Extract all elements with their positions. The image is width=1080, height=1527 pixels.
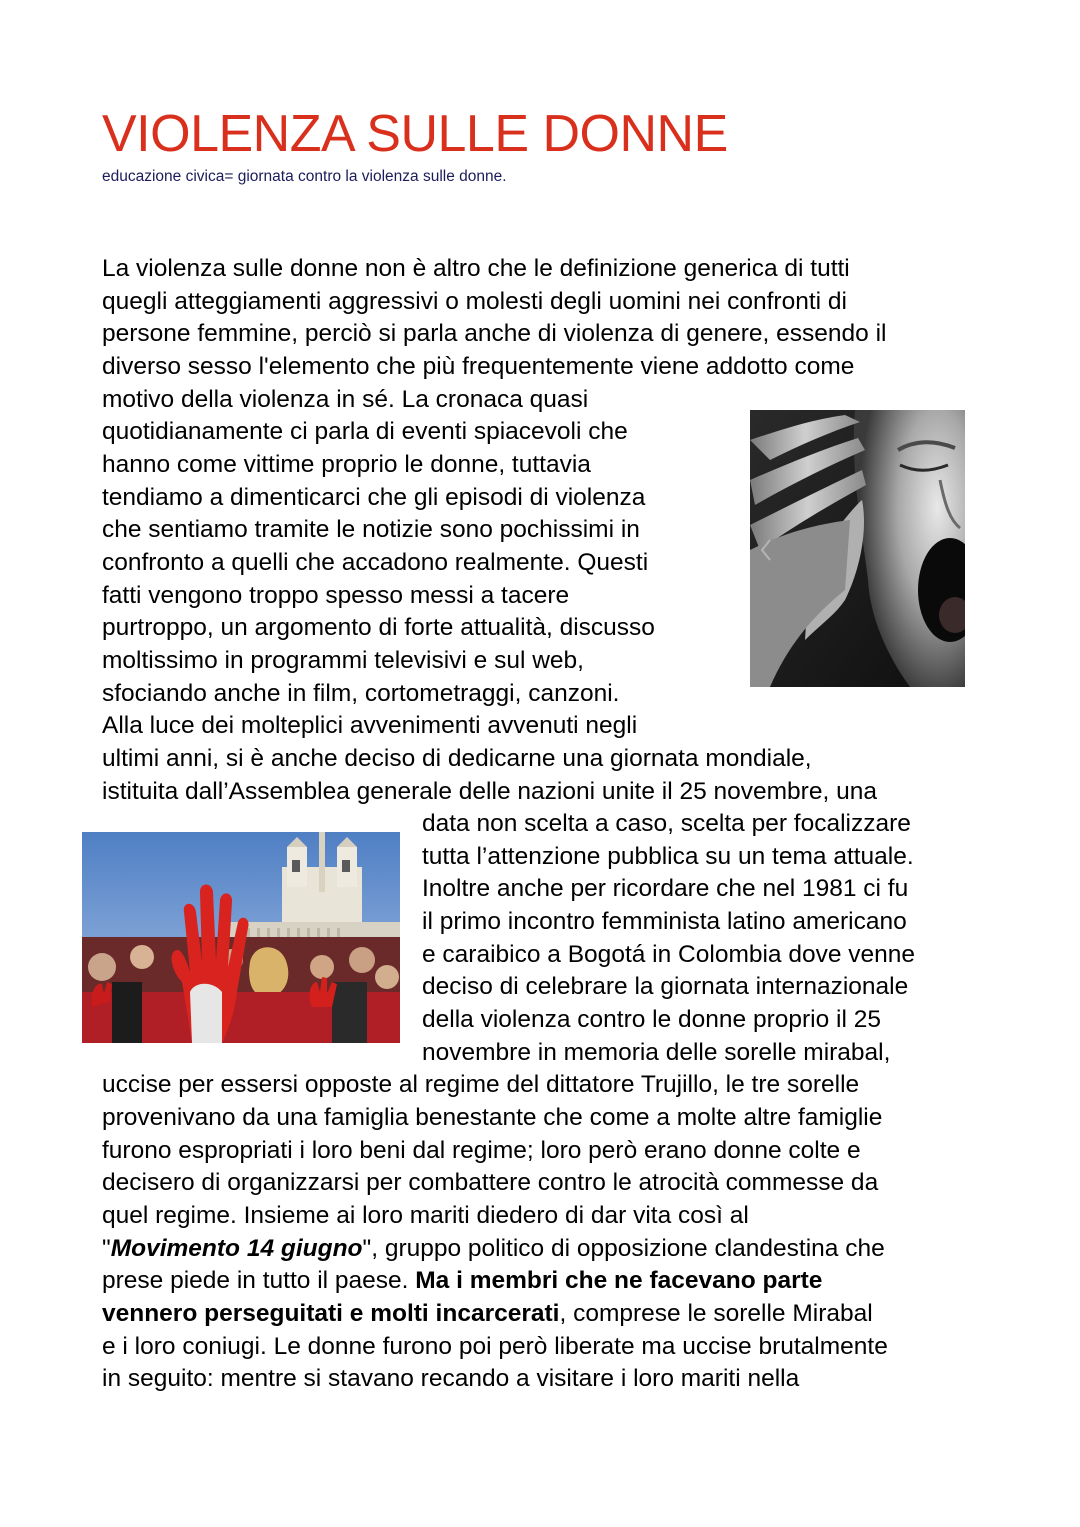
text-line: decisero di organizzarsi per combattere contro le atrocità commesse da [102, 1169, 879, 1196]
text-line: motivo della violenza in sé. La cronaca quasi [102, 386, 589, 413]
text-fragment: prese piede in tutto il paese. [102, 1267, 416, 1294]
text-line: ultimi anni, si è anche deciso di dedicarne una giornata mondiale, [102, 745, 812, 772]
text-line: tendiamo a dimenticarci che gli episodi di violenza [102, 484, 646, 511]
bold-fragment: vennero perseguitati e molti incarcerati [102, 1300, 560, 1327]
text-line: quegli atteggiamenti aggressivi o molesti degli uomini nei confronti di [102, 288, 847, 315]
text-line: e caraibico a Bogotá in Colombia dove venne [422, 941, 916, 968]
text-line: purtroppo, un argomento di forte attualità, discusso [102, 614, 655, 641]
text-line: furono espropriati i loro beni dal regime; loro però erano donne colte e [102, 1137, 861, 1164]
red-hands-protest-photo [82, 832, 400, 1043]
text-line-bold-end [102, 1298, 873, 1331]
text-line: novembre in memoria delle sorelle mirabal, [422, 1039, 891, 1066]
text-line-movimento [102, 1233, 885, 1266]
text-line: uccise per essersi opposte al regime del dittatore Trujillo, le tre sorelle [102, 1071, 860, 1098]
text-fragment: , comprese le sorelle Mirabal [559, 1300, 873, 1327]
text-line: diverso sesso l'elemento che più frequentemente viene addotto come [102, 353, 855, 380]
text-line: in seguito: mentre si stavano recando a visitare i loro mariti nella [102, 1365, 800, 1392]
text-line: che sentiamo tramite le notizie sono pochissimi in [102, 516, 640, 543]
screaming-woman-photo [750, 410, 965, 687]
text-line: data non scelta a caso, scelta per focalizzare [422, 810, 911, 837]
text-line: fatti vengono troppo spesso messi a tacere [102, 582, 570, 609]
text-line: confronto a quelli che accadono realmente. Questi [102, 549, 649, 576]
text-fragment: ", gruppo politico di opposizione clandestina che [362, 1235, 885, 1262]
text-line: deciso di celebrare la giornata internazionale [422, 973, 909, 1000]
page-subtitle: educazione civica= giornata contro la violenza sulle donne. [102, 168, 507, 185]
text-line: della violenza contro le donne proprio il 25 [422, 1006, 881, 1033]
text-line: Alla luce dei molteplici avvenimenti avvenuti negli [102, 712, 638, 739]
text-line: hanno come vittime proprio le donne, tuttavia [102, 451, 591, 478]
text-line-bold-start [102, 1265, 822, 1298]
text-line: e i loro coniugi. Le donne furono poi però liberate ma uccise brutalmente [102, 1333, 888, 1360]
movement-name: Movimento 14 giugno [110, 1235, 363, 1262]
text-line: tutta l’attenzione pubblica su un tema attuale. [422, 843, 914, 870]
text-line: istituita dall’Assemblea generale delle nazioni unite il 25 novembre, una [102, 778, 877, 805]
text-line: quotidianamente ci parla di eventi spiacevoli che [102, 418, 628, 445]
text-line: provenivano da una famiglia benestante che come a molte altre famiglie [102, 1104, 883, 1131]
text-line: Inoltre anche per ricordare che nel 1981 ci fu [422, 875, 909, 902]
text-line: il primo incontro femminista latino americano [422, 908, 907, 935]
bold-fragment: Ma i membri che ne facevano parte [415, 1267, 823, 1294]
text-line: sfociando anche in film, cortometraggi, canzoni. [102, 680, 620, 707]
text-line: quel regime. Insieme ai loro mariti diedero di dar vita così al [102, 1202, 749, 1229]
text-line: moltissimo in programmi televisivi e sul web, [102, 647, 584, 674]
page-title: VIOLENZA SULLE DONNE [102, 105, 728, 163]
text-line: La violenza sulle donne non è altro che le definizione generica di tutti [102, 255, 850, 282]
text-line: persone femmine, perciò si parla anche di violenza di genere, essendo il [102, 320, 887, 347]
quote-open: " [102, 1235, 111, 1262]
